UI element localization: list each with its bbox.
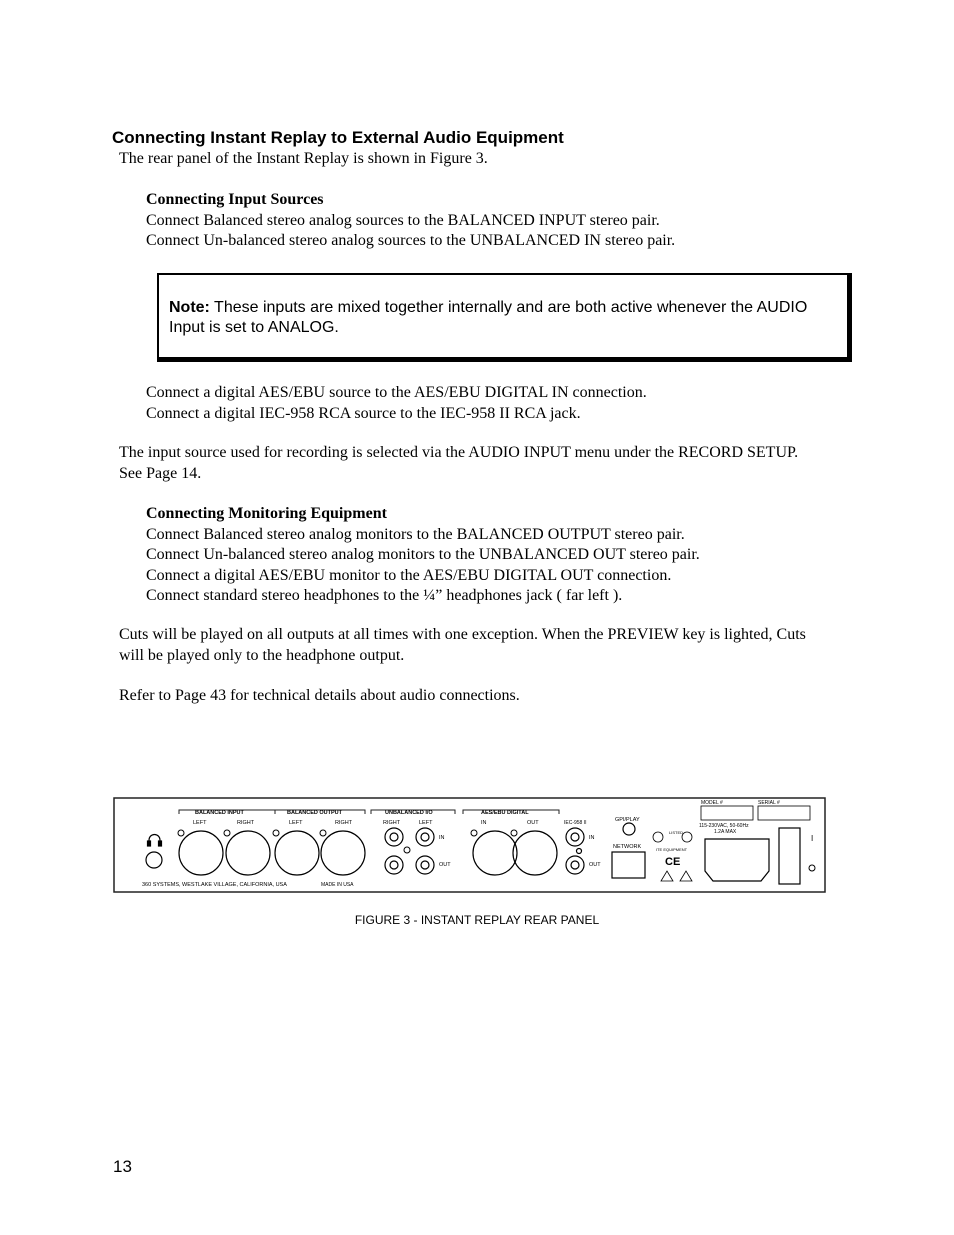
- section-title: Connecting Instant Replay to External Audio Equipment: [112, 128, 564, 147]
- label-model: MODEL #: [701, 800, 723, 806]
- digital-line-1: Connect a digital AES/EBU source to the AES/EBU DIGITAL IN connection.: [146, 384, 647, 401]
- label-iec-out: OUT: [589, 862, 601, 868]
- monitor-line-3: Connect a digital AES/EBU monitor to the AES/EBU DIGITAL OUT connection.: [146, 566, 672, 584]
- label-made-in: MADE IN USA: [321, 882, 354, 888]
- input-sources-section: [146, 190, 675, 252]
- monitor-line-2: Connect Un-balanced stereo analog monitors to the UNBALANCED OUT stereo pair.: [146, 546, 700, 563]
- label-power: 115-230VAC, 50-60Hz: [699, 823, 749, 829]
- label-ite: ITE EQUIPMENT: [656, 847, 688, 852]
- label-network: NETWORK: [613, 844, 642, 850]
- refer-paragraph: Refer to Page 43 for technical details about audio connections.: [119, 687, 520, 704]
- label-aes-in: IN: [481, 820, 487, 826]
- label-balanced-output: BALANCED OUTPUT: [287, 810, 342, 816]
- label-maker: 360 SYSTEMS, WESTLAKE VILLAGE, CALIFORNIA, USA: [142, 882, 287, 888]
- rear-panel-figure: [113, 797, 827, 895]
- label-bo-left: LEFT: [289, 820, 303, 826]
- label-ub-right: RIGHT: [383, 820, 401, 826]
- note-body: These inputs are mixed together internally and are both active whenever the AUDIO Input is set to ANALOG.: [169, 299, 808, 336]
- label-bi-left: LEFT: [193, 820, 207, 826]
- label-aes-out: OUT: [527, 820, 539, 826]
- digital-sources-section: [146, 383, 647, 424]
- monitor-line-1: Connect Balanced stereo analog monitors to the BALANCED OUTPUT stereo pair.: [146, 525, 685, 543]
- label-gpi: GPI/PLAY: [615, 817, 640, 823]
- note-text: [169, 298, 819, 338]
- label-ub-left: LEFT: [419, 820, 433, 826]
- label-aes-ebu: AES/EBU DIGITAL: [481, 810, 529, 816]
- ce-mark: CE: [665, 856, 681, 868]
- page-number: 13: [113, 1157, 132, 1176]
- label-iec: IEC-958 II: [564, 820, 587, 826]
- label-ub-in: IN: [439, 835, 445, 841]
- input-line-1: Connect Balanced stereo analog sources to the BALANCED INPUT stereo pair.: [146, 211, 660, 229]
- label-switch-on: I: [811, 834, 814, 843]
- figure-caption: FIGURE 3 - INSTANT REPLAY REAR PANEL: [354, 913, 600, 927]
- label-bi-right: RIGHT: [237, 820, 255, 826]
- input-sources-heading: Connecting Input Sources: [146, 191, 324, 208]
- monitor-line-4: Connect standard stereo headphones to the ¼” headphones jack ( far left ).: [146, 587, 623, 604]
- label-bo-right: RIGHT: [335, 820, 353, 826]
- label-unbalanced-io: UNBALANCED I/O: [385, 810, 433, 816]
- label-amps: 1.2A MAX: [714, 829, 737, 835]
- monitoring-section: [146, 504, 700, 607]
- intro-paragraph: The rear panel of the Instant Replay is shown in Figure 3.: [119, 150, 488, 167]
- input-select-paragraph: The input source used for recording is selected via the AUDIO INPUT menu under the RECORD SETUP. See Page 14.: [119, 444, 799, 482]
- input-line-2: Connect Un-balanced stereo analog sources to the UNBALANCED IN stereo pair.: [146, 232, 676, 249]
- digital-line-2: Connect a digital IEC-958 RCA source to the IEC-958 II RCA jack.: [146, 404, 581, 422]
- label-iec-in: IN: [589, 835, 595, 841]
- note-box: [157, 273, 852, 362]
- note-label: Note:: [169, 299, 210, 316]
- label-listed: LISTED: [669, 830, 684, 835]
- label-ub-out: OUT: [439, 862, 451, 868]
- cuts-paragraph: Cuts will be played on all outputs at all times with one exception. When the PREVIEW key is lighted, Cuts will be played only to the headphone output.: [119, 626, 806, 664]
- label-balanced-input: BALANCED INPUT: [195, 810, 244, 816]
- monitoring-heading: Connecting Monitoring Equipment: [146, 505, 387, 522]
- label-serial: SERIAL #: [758, 800, 780, 806]
